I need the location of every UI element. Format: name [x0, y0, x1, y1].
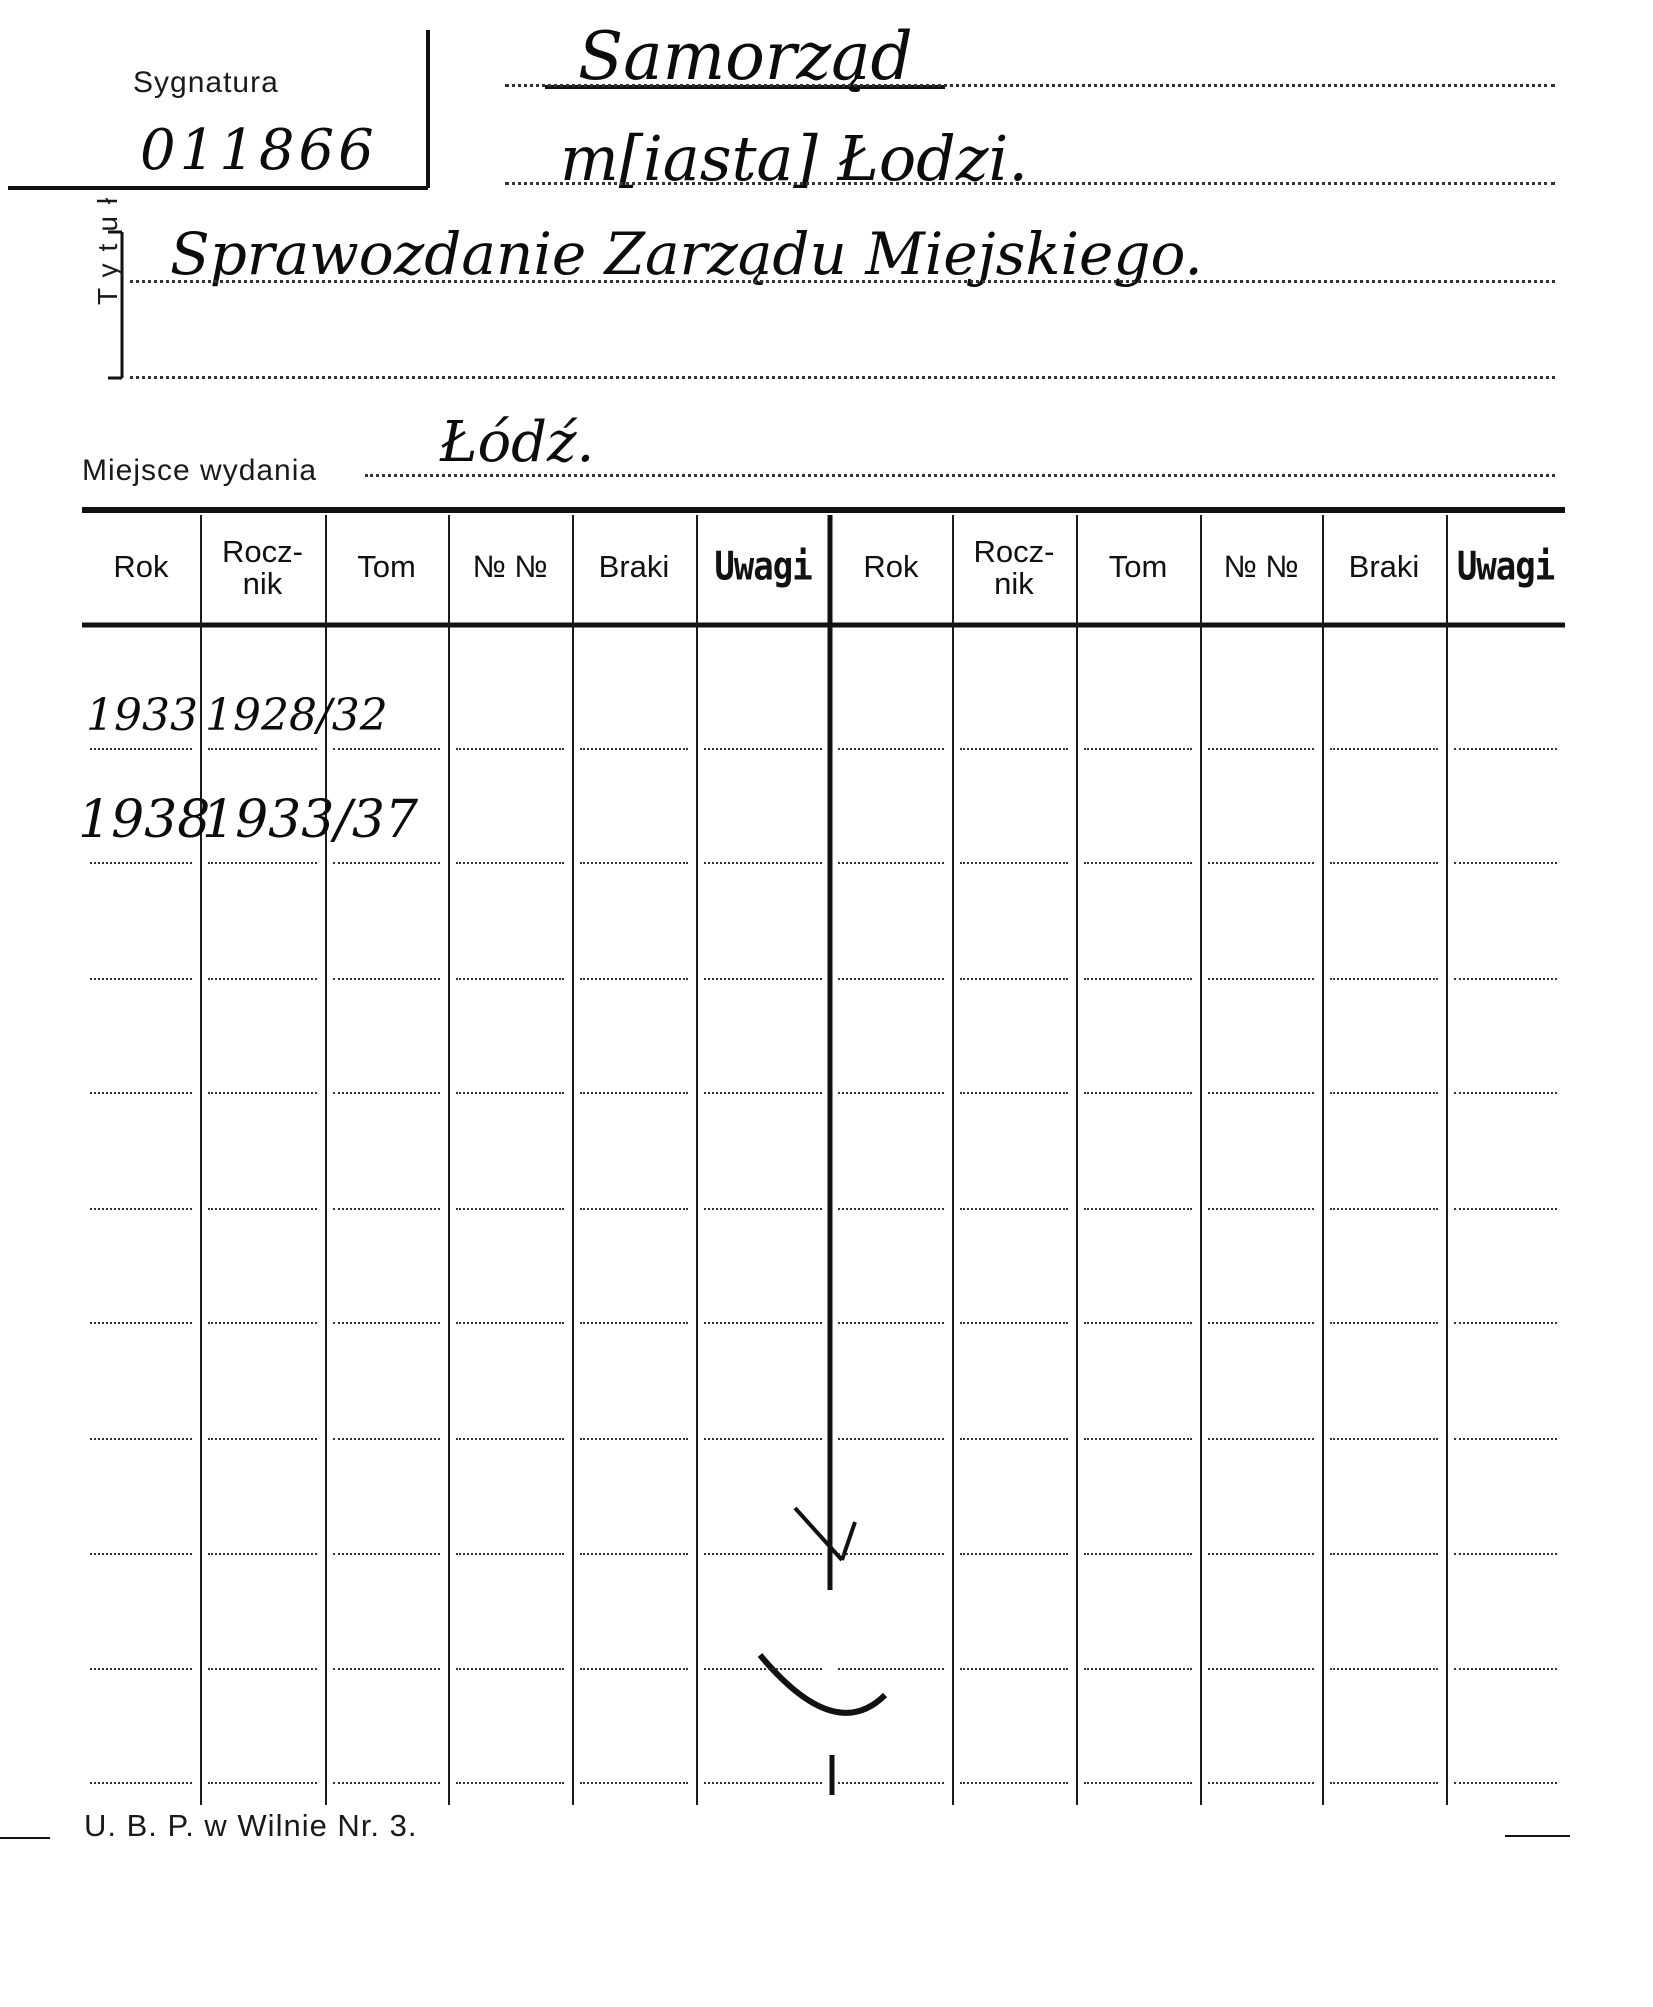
row-guide	[208, 978, 317, 980]
row-guide	[704, 978, 822, 980]
row-guide	[456, 1668, 564, 1670]
row-guide	[580, 748, 688, 750]
row-guide	[456, 1208, 564, 1210]
col-rule	[1322, 515, 1324, 1805]
sygnatura-label: Sygnatura	[133, 66, 279, 99]
row-guide	[1208, 978, 1314, 980]
row-guide	[208, 1322, 317, 1324]
row-guide	[838, 748, 944, 750]
col-rule	[952, 515, 954, 1805]
row-guide	[90, 978, 192, 980]
row-guide	[1208, 1782, 1314, 1784]
row-guide	[90, 1092, 192, 1094]
tytul-label: Tytuł	[92, 185, 123, 305]
row-guide	[704, 1438, 822, 1440]
row-guide	[1084, 1782, 1192, 1784]
heading-dotline-2	[505, 182, 1555, 185]
table-row-2-rok: 1938	[78, 790, 211, 850]
row-guide	[456, 1782, 564, 1784]
row-guide	[704, 1208, 822, 1210]
row-guide	[456, 862, 564, 864]
row-guide	[838, 1438, 944, 1440]
header-numery-right: № №	[1223, 549, 1299, 584]
row-guide	[1208, 862, 1314, 864]
header-uwagi-left: Uwagi	[714, 544, 812, 590]
row-guide	[1454, 1438, 1557, 1440]
row-guide	[1454, 1092, 1557, 1094]
header-rok-right: Rok	[863, 549, 919, 584]
miejsce-dotline	[365, 474, 1555, 477]
row-guide	[90, 1782, 192, 1784]
row-guide	[1084, 1092, 1192, 1094]
row-guide	[960, 1553, 1068, 1555]
row-guide	[90, 748, 192, 750]
header-rocznik-left: Rocz- nik	[222, 534, 303, 601]
row-guide	[333, 1438, 440, 1440]
row-guide	[456, 978, 564, 980]
row-guide	[456, 1092, 564, 1094]
title-value: Sprawozdanie Zarządu Miejskiego.	[170, 220, 1203, 288]
row-guide	[1454, 1553, 1557, 1555]
row-guide	[838, 1782, 944, 1784]
row-guide	[960, 1668, 1068, 1670]
header-tom-right: Tom	[1108, 549, 1168, 584]
row-guide	[1330, 862, 1438, 864]
row-guide	[838, 1553, 944, 1555]
row-guide	[838, 1668, 944, 1670]
col-rule	[696, 515, 698, 1805]
col-rule	[572, 515, 574, 1805]
header-rok-left: Rok	[113, 549, 169, 584]
row-guide	[208, 1668, 317, 1670]
row-guide	[1330, 978, 1438, 980]
header-rocznik-right: Rocz- nik	[973, 534, 1055, 601]
row-guide	[1330, 1208, 1438, 1210]
col-rule	[200, 515, 202, 1805]
row-guide	[456, 1438, 564, 1440]
row-guide	[1084, 1553, 1192, 1555]
row-guide	[1454, 1668, 1557, 1670]
row-guide	[208, 1782, 317, 1784]
row-guide	[960, 1208, 1068, 1210]
row-guide	[1454, 1322, 1557, 1324]
row-guide	[960, 1782, 1068, 1784]
row-guide	[1084, 978, 1192, 980]
row-guide	[90, 1553, 192, 1555]
row-guide	[1208, 1553, 1314, 1555]
row-guide	[838, 1322, 944, 1324]
row-guide	[333, 748, 440, 750]
row-guide	[1208, 1438, 1314, 1440]
row-guide	[580, 978, 688, 980]
row-guide	[1330, 1092, 1438, 1094]
row-guide	[90, 1668, 192, 1670]
miejsce-label: Miejsce wydania	[82, 454, 318, 487]
col-rule	[1446, 515, 1448, 1805]
row-guide	[1084, 748, 1192, 750]
row-guide	[1084, 1322, 1192, 1324]
printer-imprint: U. B. P. w Wilnie Nr. 3.	[84, 1808, 418, 1843]
col-rule	[448, 515, 450, 1805]
row-guide	[208, 1438, 317, 1440]
row-guide	[208, 1092, 317, 1094]
row-guide	[1084, 1438, 1192, 1440]
row-guide	[333, 1782, 440, 1784]
row-guide	[1330, 1668, 1438, 1670]
row-guide	[1208, 1668, 1314, 1670]
row-guide	[1330, 748, 1438, 750]
row-guide	[1454, 978, 1557, 980]
row-guide	[1208, 1322, 1314, 1324]
row-guide	[960, 1322, 1068, 1324]
row-guide	[580, 1553, 688, 1555]
col-rule	[1200, 515, 1202, 1805]
row-guide	[580, 1438, 688, 1440]
title-dotline-2	[130, 376, 1555, 379]
row-guide	[456, 1322, 564, 1324]
header-tom-left: Tom	[357, 549, 416, 584]
row-guide	[580, 1208, 688, 1210]
row-guide	[580, 1322, 688, 1324]
heading-dotline-1	[505, 84, 1555, 87]
header-braki-right: Braki	[1348, 549, 1420, 584]
row-guide	[333, 1668, 440, 1670]
row-guide	[208, 1208, 317, 1210]
row-guide	[1454, 1208, 1557, 1210]
row-guide	[333, 1553, 440, 1555]
row-guide	[960, 1092, 1068, 1094]
row-guide	[208, 1553, 317, 1555]
row-guide	[208, 862, 317, 864]
row-guide	[456, 748, 564, 750]
row-guide	[1454, 748, 1557, 750]
row-guide	[838, 862, 944, 864]
row-guide	[960, 862, 1068, 864]
row-guide	[1208, 748, 1314, 750]
miejsce-value: Łódź.	[440, 410, 595, 475]
row-guide	[1330, 1782, 1438, 1784]
row-guide	[580, 1782, 688, 1784]
row-guide	[580, 862, 688, 864]
row-guide	[838, 1092, 944, 1094]
table-row-2-rocznik: 1933/37	[202, 790, 419, 850]
row-guide	[1330, 1438, 1438, 1440]
row-guide	[1084, 862, 1192, 864]
row-guide	[1084, 1208, 1192, 1210]
row-guide	[704, 862, 822, 864]
row-guide	[333, 1322, 440, 1324]
row-guide	[1208, 1208, 1314, 1210]
row-guide	[90, 1438, 192, 1440]
row-guide	[1330, 1322, 1438, 1324]
row-guide	[704, 1092, 822, 1094]
header-numery-left: № №	[472, 549, 548, 584]
row-guide	[704, 748, 822, 750]
row-guide	[1454, 1782, 1557, 1784]
heading-line2: m[iasta] Łodzi.	[560, 122, 1029, 195]
title-dotline-1	[130, 280, 1555, 283]
row-guide	[960, 748, 1068, 750]
row-guide	[1454, 862, 1557, 864]
row-guide	[333, 1208, 440, 1210]
row-guide	[90, 862, 192, 864]
row-guide	[704, 1668, 822, 1670]
row-guide	[580, 1092, 688, 1094]
heading-line1: Samorząd	[578, 18, 913, 95]
row-guide	[960, 1438, 1068, 1440]
row-guide	[456, 1553, 564, 1555]
row-guide	[333, 1092, 440, 1094]
row-guide	[838, 978, 944, 980]
row-guide	[960, 978, 1068, 980]
header-braki-left: Braki	[598, 549, 670, 584]
row-guide	[1084, 1668, 1192, 1670]
col-rule	[1076, 515, 1078, 1805]
header-uwagi-right: Uwagi	[1456, 544, 1555, 590]
sygnatura-value: 011866	[140, 118, 378, 183]
row-guide	[333, 862, 440, 864]
row-guide	[1330, 1553, 1438, 1555]
table-row-1-rocznik: 1928/32	[205, 690, 388, 741]
row-guide	[580, 1668, 688, 1670]
row-guide	[838, 1208, 944, 1210]
row-guide	[90, 1322, 192, 1324]
row-guide	[333, 978, 440, 980]
row-guide	[704, 1322, 822, 1324]
row-guide	[704, 1553, 822, 1555]
row-guide	[208, 748, 317, 750]
row-guide	[1208, 1092, 1314, 1094]
table-row-1-rok: 1933	[86, 690, 198, 741]
row-guide	[704, 1782, 822, 1784]
row-guide	[90, 1208, 192, 1210]
